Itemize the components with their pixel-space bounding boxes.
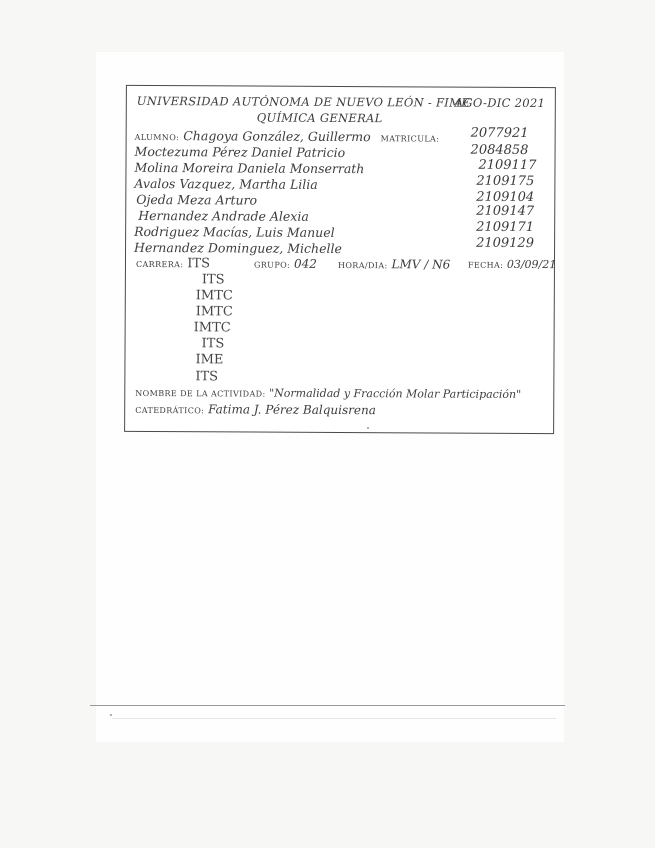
carrera-value: IMTC [195,288,233,304]
student-name: Chagoya González, Guillermo [183,128,371,145]
carrera-value: IMTC [193,320,231,336]
fecha-row [468,258,556,271]
student-matricula: 2084858 [470,142,529,158]
carrera-value: IME [195,352,224,368]
scan-speck [367,427,369,429]
student-name: Ojeda Meza Arturo [136,191,258,208]
student-row-2 [135,144,346,160]
student-row-5 [136,192,257,208]
alumno-label: ALUMNO: [134,132,180,143]
professor-name: Fatima J. Pérez Balquisrena [208,402,376,418]
hora-row [338,257,450,272]
student-row-4 [134,176,317,192]
student-name: Moctezuma Pérez Daniel Patricio [134,143,346,161]
carrera-row [136,256,210,271]
scan-speck [110,714,112,716]
cover-card [124,85,556,434]
student-row-8 [134,240,342,256]
student-matricula: 2109129 [476,235,535,252]
student-matricula: 2109104 [476,189,535,206]
student-name: Molina Moreira Daniela Monserrath [134,159,365,177]
professor-row [135,402,376,417]
student-matricula: 2109171 [476,219,535,236]
student-name: Avalos Vazquez, Martha Lilia [134,175,318,192]
carrera-value: ITS [201,272,225,288]
student-row-6 [138,208,309,224]
hora-value: LMV / N6 [391,257,451,272]
grupo-value: 042 [293,256,317,271]
school-period: AGO-DIC 2021 [454,95,546,111]
student-matricula: 2109117 [478,157,537,174]
student-matricula: 2109175 [476,173,535,190]
hora-label: HORA/DIA: [337,260,388,271]
student-name: Hernandez Andrade Alexia [138,207,309,224]
fecha-label: FECHA: [467,260,504,270]
activity-name: "Normalidad y Fracción Molar Participación" [269,386,522,401]
student-row-1 [135,128,440,145]
grupo-row [254,257,317,271]
grupo-label: GRUPO: [253,260,291,270]
professor-label: CATEDRÁTICO: [135,405,205,416]
student-row-7 [134,224,335,240]
scan-edge-line [90,705,565,706]
carrera-label: CARRERA: [135,259,184,270]
university-title [136,93,546,111]
university-name: UNIVERSIDAD AUTÓNOMA DE NUEVO LEÓN - FIME [136,93,470,110]
student-name: Rodriguez Macías, Luis Manuel [134,223,335,240]
activity-row [135,386,521,401]
carrera-value: ITS [201,336,225,352]
carrera-value: ITS [195,369,219,385]
fecha-value: 03/09/21 [506,257,557,272]
student-matricula: 2077921 [470,125,529,141]
student-row-3 [134,160,364,176]
scan-edge-line-faint [112,718,556,719]
student-name: Hernandez Dominguez, Michelle [134,239,342,257]
matricula-label: MATRICULA: [380,134,440,144]
carrera-value: IMTC [195,304,233,320]
student-matricula: 2109147 [476,203,535,220]
carrera-value: ITS [187,256,211,272]
activity-label: NOMBRE DE LA ACTIVIDAD: [135,388,266,399]
course-title: QUÍMICA GENERAL [256,110,383,126]
